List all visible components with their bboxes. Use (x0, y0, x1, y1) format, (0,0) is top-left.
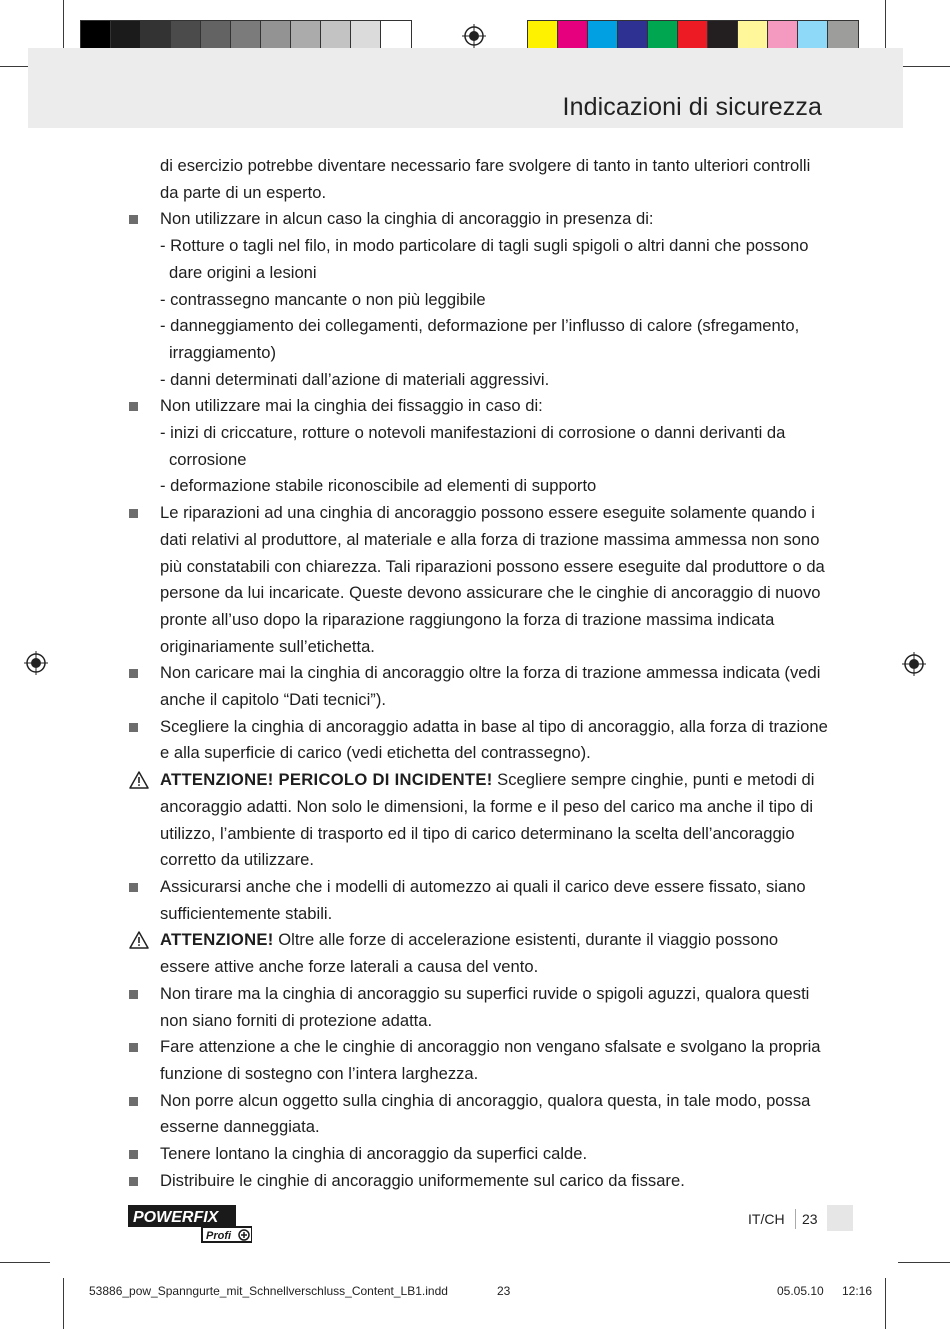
dash-item: - contrassegno mancante o non più leggibile (160, 289, 486, 309)
warning-text: Oltre alle forze di accelerazione esistenti, durante il viaggio possono essere attive anche forze laterali a causa del vento. (160, 930, 779, 977)
footer-divider (795, 1209, 796, 1229)
list-item (129, 1034, 829, 1087)
warning-triangle-icon (129, 771, 149, 789)
list-item-text: Fare attenzione a che le cinghie di ancoraggio non vengano sfalsate e svolgano la propria funzione di sostegno con l’intera larghezza. (160, 1037, 821, 1083)
safety-content (129, 153, 829, 1194)
square-bullet-icon (129, 723, 138, 732)
list-item (129, 1088, 829, 1141)
list-item (129, 660, 829, 713)
page-number: 23 (802, 1211, 818, 1227)
crop-mark (898, 66, 950, 67)
square-bullet-icon (129, 1150, 138, 1159)
page-title: Indicazioni di sicurezza (562, 93, 822, 121)
square-bullet-icon (129, 215, 138, 224)
warning-text: Scegliere sempre cinghie, punti e metodi di ancoraggio adatti. Non solo le dimensioni, la forme e il peso del carico ma anche il tipo di utilizzo, l’ambiente di trasporto ed il tipo di carico determinano la scelta dell’ancoraggio corretto da utilizzare. (160, 770, 815, 870)
page-tab (827, 1205, 853, 1231)
list-item-text: Le riparazioni ad una cinghia di ancoraggio possono essere eseguite solamente quando i dati relativi al produttore, al materiale e alla forza di trazione massima ammessa non sono più constatabili con chiarezza. Tali riparazioni possono essere eseguite dal produttore o da persone da lui incaricate. Queste devono assicurare che le cinghie di ancoraggio di nuovo pronte all’uso dopo la riparazione raggiungono la forza di trazione massima indicata originariamente sull’etichetta. (160, 503, 825, 656)
warning-label: ATTENZIONE! (160, 930, 274, 950)
crop-mark (0, 1262, 50, 1263)
dash-item: - Rotture o tagli nel filo, in modo particolare di tagli sugli spigoli o altri danni che possono dare origini a lesioni (160, 236, 809, 282)
slug-time: 12:16 (842, 1284, 873, 1298)
list-item (129, 393, 829, 420)
crop-mark (885, 0, 886, 48)
list-item-text: Assicurarsi anche che i modelli di automezzo ai quali il carico deve essere fissato, siano sufficientemente stabili. (160, 876, 806, 923)
list-item (129, 874, 829, 927)
warning-item (129, 927, 829, 980)
dash-item: - danni determinati dall’azione di materiali aggressivi. (160, 369, 550, 389)
dash-item: - deformazione stabile riconoscibile ad elementi di supporto (160, 476, 597, 496)
list-item-text: Non caricare mai la cinghia di ancoraggio oltre la forza di trazione ammessa indicata (vedi anche il capitolo “Dati tecnici”). (160, 663, 821, 710)
list-item-text: Distribuire le cinghie di ancoraggio uniformemente sul carico da fissare. (160, 1170, 685, 1190)
language-code: IT/CH (748, 1211, 785, 1227)
list-item (129, 1141, 829, 1168)
list-item-text: Non utilizzare in alcun caso la cinghia di ancoraggio in presenza di: (160, 209, 654, 229)
square-bullet-icon (129, 669, 138, 678)
registration-mark-right (902, 652, 926, 676)
square-bullet-icon (129, 509, 138, 518)
intro-paragraph: di esercizio potrebbe diventare necessario fare svolgere di tanto in tanto ulteriori controlli da parte di un esperto. (160, 156, 811, 202)
svg-text:Profi: Profi (206, 1230, 232, 1242)
registration-mark-top (462, 24, 486, 48)
warning-item (129, 767, 829, 874)
square-bullet-icon (129, 1177, 138, 1186)
list-item (129, 206, 829, 233)
list-item-text: Non porre alcun oggetto sulla cinghia di ancoraggio, qualora questa, in tale modo, possa esserne danneggiata. (160, 1090, 811, 1137)
list-item (129, 981, 829, 1034)
square-bullet-icon (129, 883, 138, 892)
slug-page: 23 (497, 1284, 511, 1298)
slug-date: 05.05.10 (777, 1284, 824, 1298)
dash-item: - inizi di criccature, rotture o notevoli manifestazioni di corrosione o danni derivanti da corrosione (160, 423, 786, 469)
svg-text:POWERFIX: POWERFIX (133, 1209, 219, 1226)
square-bullet-icon (129, 990, 138, 999)
crop-mark (63, 1278, 64, 1329)
registration-mark-left (24, 651, 48, 675)
list-item-text: Non tirare ma la cinghia di ancoraggio su superfici ruvide o spigoli aguzzi, qualora questi non siano forniti di protezione adatta. (160, 983, 810, 1030)
crop-mark (898, 1262, 950, 1263)
crop-mark (63, 0, 64, 48)
list-item-text: Non utilizzare mai la cinghia dei fissaggio in caso di: (160, 396, 543, 416)
list-item (129, 500, 829, 660)
warning-label: ATTENZIONE! PERICOLO DI INCIDENTE! (160, 770, 493, 790)
list-item (129, 714, 829, 767)
dash-item: - danneggiamento dei collegamenti, deformazione per l’influsso di calore (sfregamento, irraggiamento) (160, 316, 800, 362)
warning-triangle-icon (129, 931, 149, 949)
square-bullet-icon (129, 1043, 138, 1052)
slug-filename: 53886_pow_Spanngurte_mit_Schnellverschluss_Content_LB1.indd (89, 1284, 448, 1298)
square-bullet-icon (129, 1097, 138, 1106)
list-item (129, 1168, 829, 1195)
crop-mark (885, 1278, 886, 1329)
list-item-text: Scegliere la cinghia di ancoraggio adatta in base al tipo di ancoraggio, alla forza di trazione e alla superficie di carico (vedi etichetta del contrassegno). (160, 716, 828, 763)
square-bullet-icon (129, 402, 138, 411)
powerfix-logo (128, 1205, 252, 1243)
list-item-text: Tenere lontano la cinghia di ancoraggio da superfici calde. (160, 1144, 588, 1164)
